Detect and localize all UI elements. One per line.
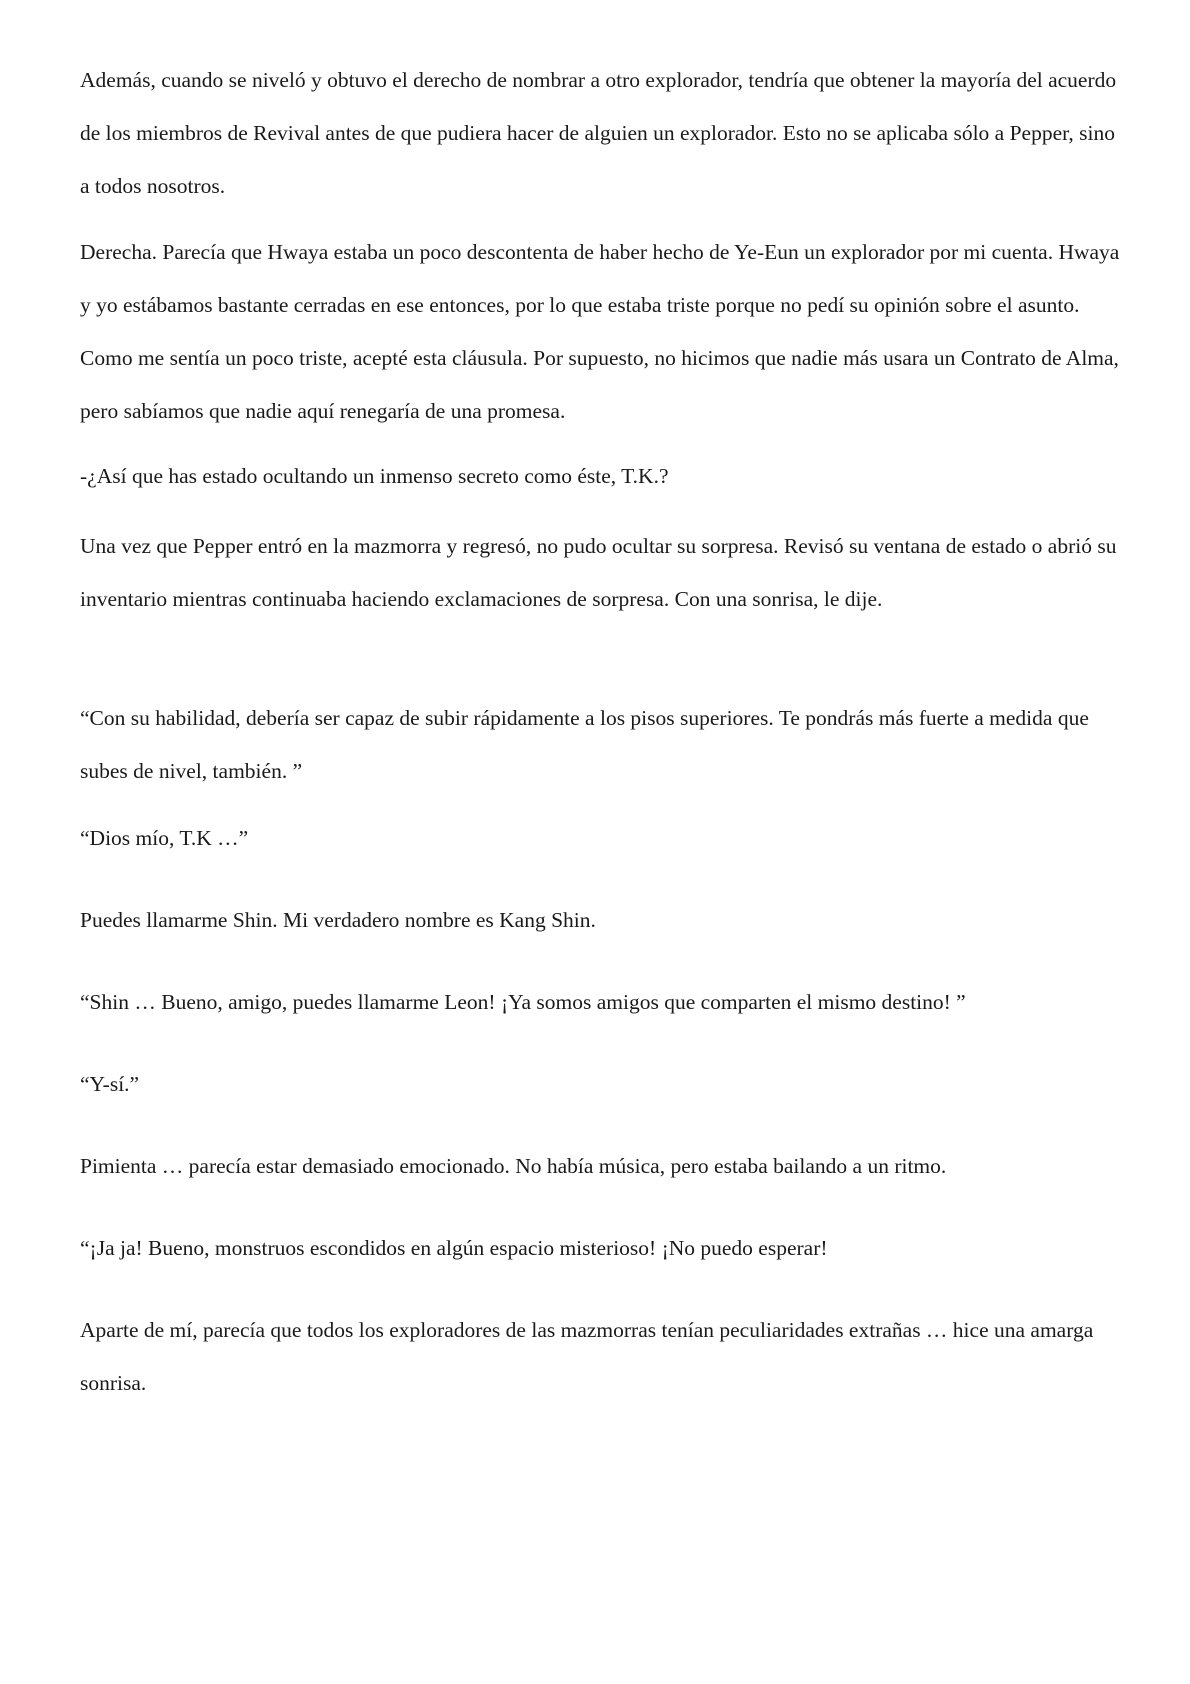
paragraph: “Shin … Bueno, amigo, puedes llamarme Leon! ¡Ya somos amigos que comparten el mismo destino! ”: [80, 990, 966, 1014]
paragraph: Aparte de mí, parecía que todos los exploradores de las mazmorras tenían peculiaridades extrañas … hice una amarga sonrisa.: [80, 1318, 1094, 1395]
paragraph: Además, cuando se niveló y obtuvo el derecho de nombrar a otro explorador, tendría que obtener la mayoría del acuerdo de los miembros de Revival antes de que pudiera hacer de alguien un explorador. Esto no se aplicaba sólo a Pepper, sino a todos nosotros.: [80, 68, 1117, 198]
paragraph: -¿Así que has estado ocultando un inmenso secreto como éste, T.K.?: [80, 464, 669, 488]
paragraph: “¡Ja ja! Bueno, monstruos escondidos en algún espacio misterioso! ¡No puedo esperar!: [80, 1236, 828, 1260]
paragraph: “Con su habilidad, debería ser capaz de subir rápidamente a los pisos superiores. Te pondrás más fuerte a medida que subes de nivel, también. ”: [80, 706, 1089, 783]
paragraph: “Dios mío, T.K …”: [80, 826, 249, 850]
paragraph: Una vez que Pepper entró en la mazmorra y regresó, no pudo ocultar su sorpresa. Revisó su ventana de estado o abrió su inventario mientras continuaba haciendo exclamaciones de sorpresa. Con una sonrisa, le dije.: [80, 534, 1117, 611]
paragraph: Derecha. Parecía que Hwaya estaba un poco descontenta de haber hecho de Ye-Eun un explorador por mi cuenta. Hwaya y yo estábamos bastante cerradas en ese entonces, por lo que estaba triste porque no pedí su opinión sobre el asunto. Como me sentía un poco triste, acepté esta cláusula. Por supuesto, no hicimos que nadie más usara un Contrato de Alma, pero sabíamos que nadie aquí renegaría de una promesa.: [80, 240, 1120, 423]
paragraph: “Y-sí.”: [80, 1072, 140, 1096]
paragraph: Pimienta … parecía estar demasiado emocionado. No había música, pero estaba bailando a un ritmo.: [80, 1154, 947, 1178]
paragraph: Puedes llamarme Shin. Mi verdadero nombre es Kang Shin.: [80, 908, 596, 932]
